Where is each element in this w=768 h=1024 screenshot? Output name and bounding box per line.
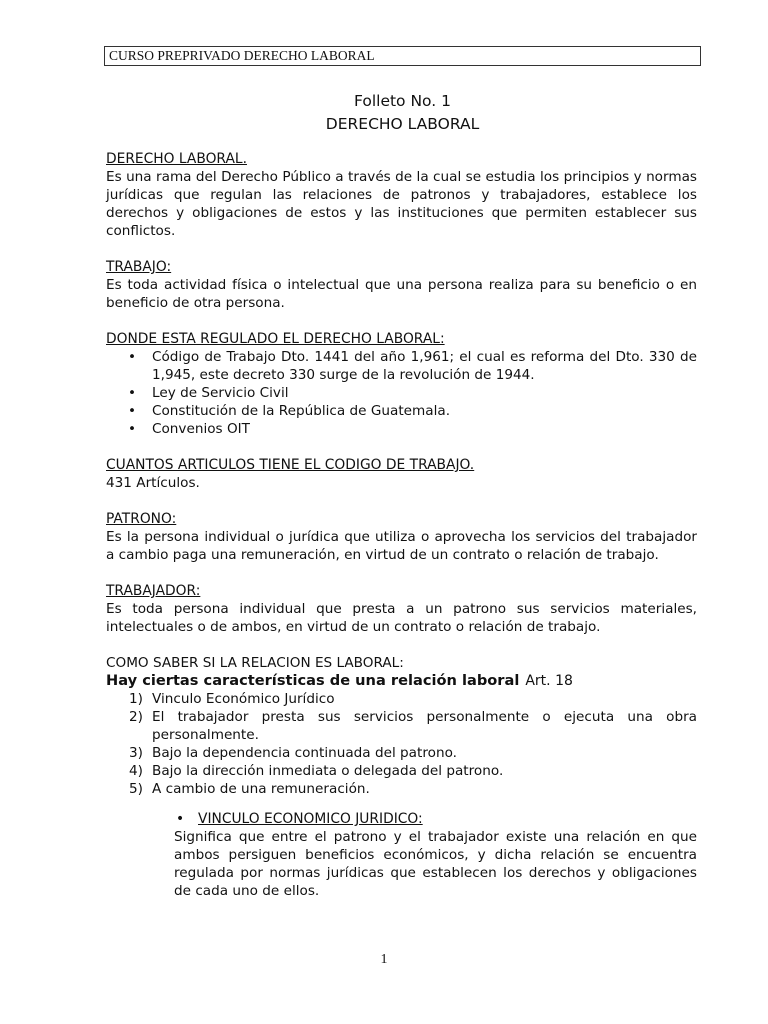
list-text: A cambio de una remuneración. <box>152 781 370 797</box>
header-course-text: CURSO PREPRIVADO DERECHO LABORAL <box>109 48 375 63</box>
list-item <box>106 780 697 798</box>
article-reference: Art. 18 <box>525 673 573 689</box>
section-patrono <box>106 510 697 564</box>
list-item: • Constitución de la República de Guatemala. <box>106 402 697 420</box>
document-title-block <box>104 90 701 136</box>
section-articulos <box>106 456 697 492</box>
heading-trabajador: TRABAJADOR: <box>106 583 201 599</box>
paragraph-vinculo: Significa que entre el patrono y el trabajador existe una relación en que ambos persiguen beneficios económicos, y dicha relación se encuentra regulada por normas jurídicas que establecen los derechos y obligaciones de cada uno de ellos. <box>174 829 697 899</box>
numbered-list-characteristics <box>106 690 697 798</box>
heading-trabajo: TRABAJO: <box>106 259 172 275</box>
characteristics-line <box>106 672 697 690</box>
heading-regulado: DONDE ESTA REGULADO EL DERECHO LABORAL: <box>106 331 445 347</box>
section-relacion-laboral <box>106 654 697 798</box>
section-regulado <box>106 330 697 438</box>
characteristics-bold-text: Hay ciertas características de una relación laboral <box>106 672 520 689</box>
heading-derecho-laboral: DERECHO LABORAL. <box>106 151 247 167</box>
paragraph-trabajador: Es toda persona individual que presta a un patrono sus servicios materiales, intelectuales o de ambos, en virtud de un contrato o relación de trabajo. <box>106 601 697 635</box>
list-number: 3) <box>129 745 143 761</box>
list-number: 2) <box>129 709 143 725</box>
section-trabajador <box>106 582 697 636</box>
list-number: 5) <box>129 781 143 797</box>
paragraph-articulos: 431 Artículos. <box>106 475 200 491</box>
list-item: • Convenios OIT <box>106 420 697 438</box>
paragraph-trabajo: Es toda actividad física o intelectual que una persona realiza para su beneficio o en beneficio de otra persona. <box>106 277 697 311</box>
section-vinculo <box>174 810 697 900</box>
heading-articulos: CUANTOS ARTICULOS TIENE EL CODIGO DE TRABAJO. <box>106 457 475 473</box>
header-course-box <box>104 46 701 66</box>
list-item <box>106 744 697 762</box>
list-item: • Código de Trabajo Dto. 1441 del año 1,961; el cual es reforma del Dto. 330 de 1,945, este decreto 330 surge de la revolución de 1944. <box>106 348 697 384</box>
list-text: Bajo la dependencia continuada del patrono. <box>152 745 457 761</box>
list-number: 1) <box>129 691 143 707</box>
section-derecho-laboral <box>106 150 697 240</box>
list-text: Bajo la dirección inmediata o delegada del patrono. <box>152 763 504 779</box>
document-title-line2: DERECHO LABORAL <box>325 115 480 133</box>
page-number: 1 <box>380 952 388 967</box>
bullet-list-regulado <box>106 348 697 438</box>
list-item: • Ley de Servicio Civil <box>106 384 697 402</box>
list-text: El trabajador presta sus servicios personalmente o ejecuta una obra personalmente. <box>152 709 697 743</box>
list-item <box>106 708 697 744</box>
question-relacion-laboral: COMO SABER SI LA RELACION ES LABORAL: <box>106 655 404 671</box>
heading-patrono: PATRONO: <box>106 511 177 527</box>
heading-vinculo: • VINCULO ECONOMICO JURIDICO: <box>174 810 697 828</box>
section-trabajo <box>106 258 697 312</box>
list-text: Vinculo Económico Jurídico <box>152 691 335 707</box>
list-number: 4) <box>129 763 143 779</box>
document-body <box>106 150 697 900</box>
paragraph-derecho-laboral: Es una rama del Derecho Público a través de la cual se estudia los principios y normas jurídicas que regulan las relaciones de patronos y trabajadores, establece los derechos y obligaciones de estos y las instituciones que permiten establecer sus conflictos. <box>106 169 697 239</box>
list-item <box>106 690 697 708</box>
paragraph-patrono: Es la persona individual o jurídica que utiliza o aprovecha los servicios del trabajador a cambio paga una remuneración, en virtud de un contrato o relación de trabajo. <box>106 529 697 563</box>
document-title-line1: Folleto No. 1 <box>353 92 451 110</box>
list-item <box>106 762 697 780</box>
